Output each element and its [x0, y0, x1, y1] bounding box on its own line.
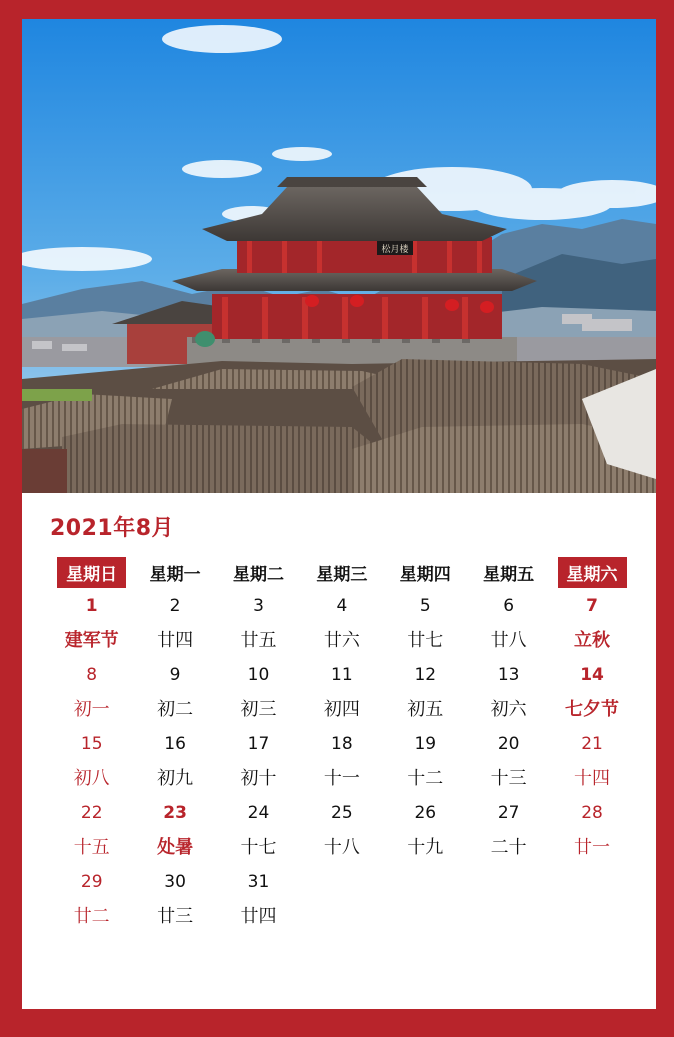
week-row: [50, 865, 634, 934]
lunar-date: 处暑: [157, 837, 194, 858]
week-row: [50, 658, 634, 727]
lunar-date: 十五: [73, 837, 110, 858]
day-number: 21: [581, 734, 603, 754]
day-cell[interactable]: [217, 658, 300, 727]
day-number: 23: [163, 803, 187, 823]
day-cell[interactable]: [133, 865, 216, 934]
weekday-header: [50, 556, 634, 589]
day-number: 20: [497, 734, 520, 754]
day-cell: [300, 865, 383, 934]
week-row: [50, 796, 634, 865]
day-number: 3: [253, 596, 264, 616]
weekday-wednesday: 星期三: [316, 565, 368, 585]
calendar-grid: [50, 556, 634, 934]
lunar-date: 廿五: [240, 630, 277, 651]
lunar-date: 十二: [407, 768, 444, 789]
day-number: [467, 865, 550, 899]
day-number: 19: [414, 734, 437, 754]
signboard-text: 松月楼: [381, 245, 409, 255]
weeks-container: [50, 589, 634, 934]
day-cell[interactable]: [467, 796, 550, 865]
day-cell[interactable]: [217, 865, 300, 934]
lunar-date: 初五: [407, 699, 444, 720]
header-photo: [22, 19, 656, 493]
lunar-date: 二十: [490, 837, 527, 858]
weekday-sunday: 星期日: [50, 557, 133, 588]
day-number: 28: [581, 803, 603, 823]
weekday-thursday: 星期四: [399, 565, 451, 585]
day-number: [384, 865, 467, 899]
lunar-date: 初九: [157, 768, 194, 789]
lunar-date: 廿四: [157, 630, 194, 651]
day-cell: [384, 865, 467, 934]
day-number: 24: [247, 803, 270, 823]
lunar-date: 廿七: [407, 630, 444, 651]
day-cell[interactable]: [300, 589, 383, 658]
day-number: 17: [247, 734, 270, 754]
day-number: 8: [86, 665, 98, 685]
day-cell[interactable]: [133, 658, 216, 727]
day-cell[interactable]: [467, 727, 550, 796]
lunar-date: 十一: [323, 768, 360, 789]
day-cell[interactable]: [384, 727, 467, 796]
lunar-date: 立秋: [574, 630, 611, 651]
day-number: [300, 865, 383, 899]
week-row: [50, 589, 634, 658]
day-number: 12: [414, 665, 437, 685]
day-number: 1: [85, 596, 98, 616]
lunar-date: 初四: [323, 699, 360, 720]
day-cell[interactable]: [133, 727, 216, 796]
lunar-date: [300, 899, 383, 934]
day-number: 15: [80, 734, 103, 754]
day-cell: [467, 865, 550, 934]
day-number: 5: [419, 596, 431, 616]
day-cell[interactable]: [50, 589, 133, 658]
lunar-date: 廿四: [240, 906, 277, 927]
lunar-date: 初六: [490, 699, 527, 720]
day-number: 10: [247, 665, 270, 685]
lunar-date: 廿三: [157, 906, 194, 927]
day-cell[interactable]: [550, 796, 633, 865]
weekday-saturday: 星期六: [550, 557, 633, 588]
lunar-date: 廿八: [490, 630, 527, 651]
lunar-date: 初八: [73, 768, 110, 789]
day-cell[interactable]: [133, 796, 216, 865]
day-cell[interactable]: [467, 589, 550, 658]
day-number: 25: [331, 803, 353, 823]
lunar-date: 廿六: [323, 630, 360, 651]
day-cell[interactable]: [300, 796, 383, 865]
day-cell[interactable]: [133, 589, 216, 658]
day-number: 7: [586, 596, 598, 616]
day-cell[interactable]: [50, 658, 133, 727]
day-cell[interactable]: [550, 727, 633, 796]
weekday-tuesday: 星期二: [232, 565, 284, 585]
day-number: 2: [169, 596, 181, 616]
day-cell[interactable]: [550, 589, 633, 658]
lunar-date: 廿一: [574, 837, 611, 858]
day-cell[interactable]: [50, 865, 133, 934]
lunar-date: 十九: [407, 837, 444, 858]
lunar-date: [550, 899, 633, 934]
day-number: 9: [169, 665, 181, 685]
day-number: 27: [497, 803, 520, 823]
day-cell[interactable]: [217, 727, 300, 796]
day-cell[interactable]: [50, 727, 133, 796]
day-number: 6: [503, 596, 515, 616]
lunar-date: 十三: [490, 768, 527, 789]
day-cell[interactable]: [300, 727, 383, 796]
day-cell[interactable]: [467, 658, 550, 727]
ancient-tower-photo: [22, 19, 656, 493]
lunar-date: 十八: [323, 837, 360, 858]
lunar-date: 初二: [157, 699, 194, 720]
day-number: 14: [580, 665, 604, 685]
day-number: 16: [164, 734, 186, 754]
day-cell[interactable]: [217, 796, 300, 865]
day-cell[interactable]: [384, 796, 467, 865]
day-cell[interactable]: [217, 589, 300, 658]
lunar-date: 建军节: [64, 630, 119, 651]
day-number: 18: [331, 734, 353, 754]
day-number: 31: [247, 872, 270, 892]
day-cell[interactable]: [384, 658, 467, 727]
day-number: 4: [336, 596, 348, 616]
lunar-date: 廿二: [73, 906, 110, 927]
day-cell[interactable]: [300, 658, 383, 727]
day-number: 22: [80, 803, 103, 823]
weekday-monday: 星期一: [149, 565, 201, 585]
day-cell[interactable]: [384, 589, 467, 658]
day-number: 30: [164, 872, 186, 892]
lunar-date: [384, 899, 467, 934]
month-title: 2021年8月: [50, 516, 175, 541]
lunar-date: 十七: [240, 837, 277, 858]
calendar-page: [22, 19, 656, 1009]
lunar-date: 初一: [73, 699, 110, 720]
week-row: [50, 727, 634, 796]
day-number: [550, 865, 633, 899]
day-number: 11: [331, 665, 353, 685]
day-number: 26: [414, 803, 437, 823]
day-cell[interactable]: [550, 658, 633, 727]
lunar-date: 十四: [574, 768, 611, 789]
lunar-date: 初十: [240, 768, 277, 789]
weekday-friday: 星期五: [483, 565, 535, 585]
day-number: 29: [80, 872, 103, 892]
day-cell: [550, 865, 633, 934]
day-cell[interactable]: [50, 796, 133, 865]
lunar-date: 七夕节: [565, 699, 620, 720]
day-number: 13: [497, 665, 520, 685]
lunar-date: [467, 899, 550, 934]
lunar-date: 初三: [240, 699, 277, 720]
